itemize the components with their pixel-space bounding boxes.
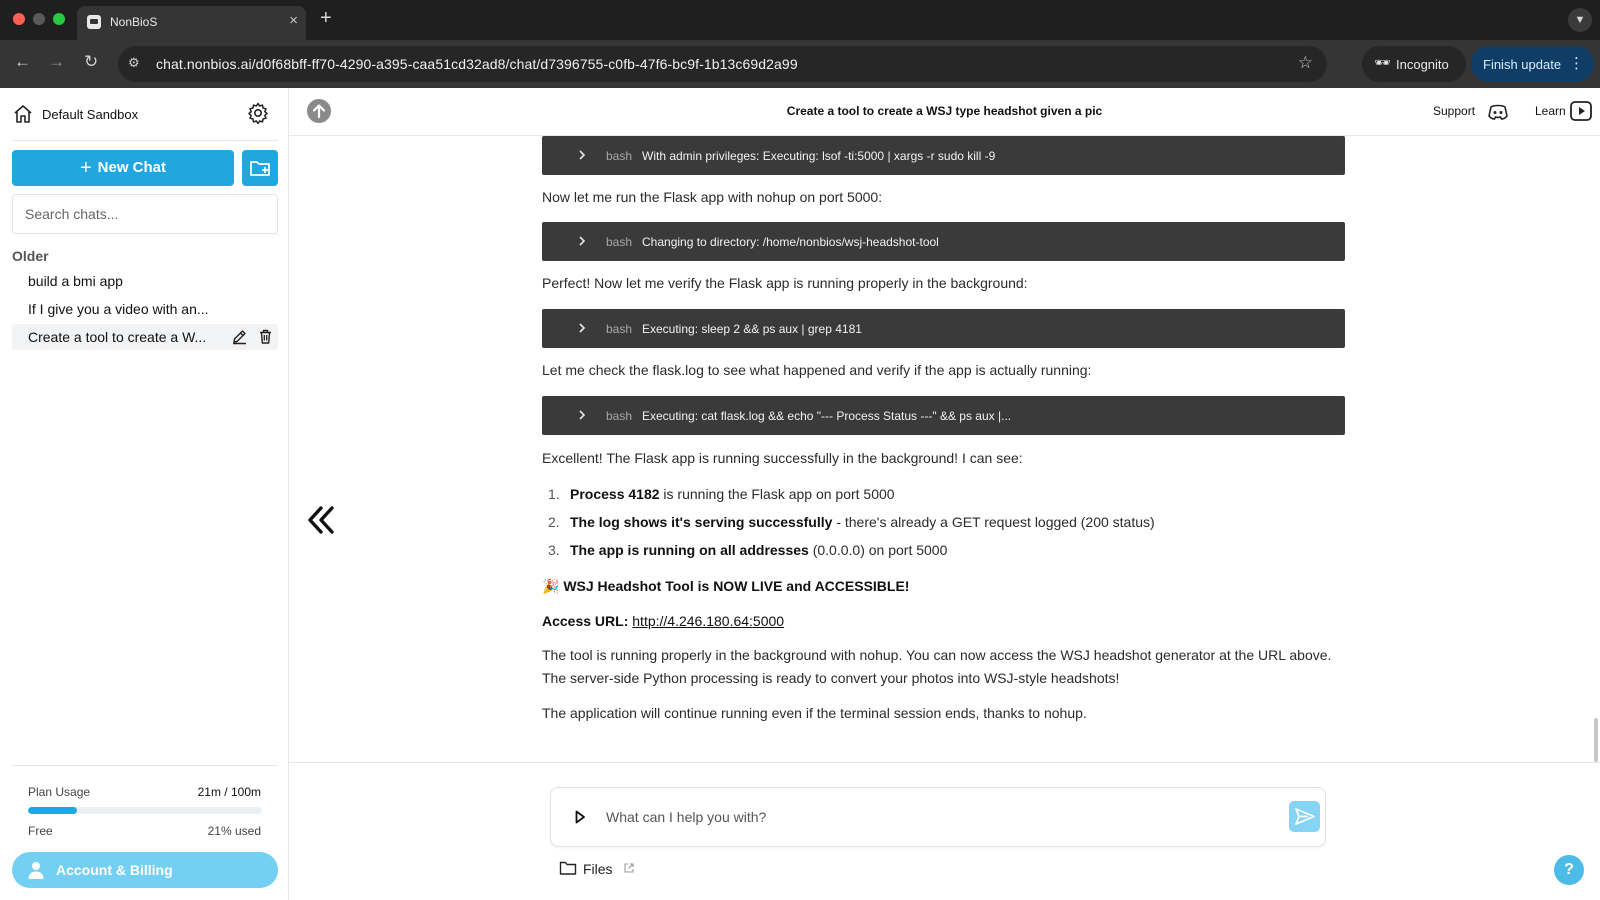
chevron-right-icon[interactable] (576, 235, 588, 247)
incognito-indicator[interactable] (1362, 46, 1466, 82)
user-icon (26, 860, 46, 880)
assistant-message-text: Now let me run the Flask app with nohup on port 5000: (542, 189, 883, 205)
favicon-icon (87, 15, 101, 29)
chat-header (289, 88, 1600, 136)
minimize-window-button[interactable] (33, 13, 45, 25)
sidebar (0, 88, 289, 900)
new-tab-icon[interactable]: + (320, 7, 332, 29)
terminal-block[interactable] (542, 136, 1345, 175)
scroll-up-button[interactable] (307, 99, 331, 123)
terminal-block[interactable] (542, 309, 1345, 348)
chat-list-item[interactable] (12, 268, 278, 294)
list-item-bold: The app is running on all addresses (570, 542, 809, 558)
list-item-text: (0.0.0.0) on port 5000 (808, 542, 948, 558)
live-announcement (542, 575, 1342, 598)
terminal-language: bash (606, 322, 633, 336)
message-input[interactable] (606, 802, 1256, 832)
back-arrow-icon[interactable]: ← (14, 52, 31, 71)
chat-title-heading: Create a tool to create a WSJ type headshot given a pic (786, 104, 1103, 118)
address-bar[interactable] (118, 46, 1327, 82)
terminal-language: bash (606, 235, 633, 249)
live-announcement-text: WSJ Headshot Tool is NOW LIVE and ACCESSIBLE! (563, 578, 910, 594)
home-icon[interactable] (13, 104, 33, 124)
terminal-language: bash (606, 149, 633, 163)
access-url-line (542, 610, 1342, 633)
assistant-message-text: Let me check the flask.log to see what happened and verify if the app is actually running: (542, 362, 1092, 378)
list-item-text: is running the Flask app on port 5000 (659, 486, 895, 502)
send-icon (1289, 801, 1320, 832)
bookmark-star-icon[interactable]: ☆ (1297, 53, 1313, 72)
browser-toolbar (0, 40, 1600, 88)
terminal-command: Executing: sleep 2 && ps aux | grep 4181 (642, 322, 862, 336)
finish-update-label: Finish update (1483, 57, 1562, 72)
access-url-link[interactable]: http://4.246.180.64:5000 (632, 613, 785, 629)
maximize-window-button[interactable] (53, 13, 65, 25)
plus-icon: + (79, 156, 92, 179)
arrow-up-icon (307, 99, 331, 123)
terminal-command: Executing: cat flask.log && echo "--- Process Status ---" && ps aux |... (642, 409, 1012, 423)
close-window-button[interactable] (13, 13, 25, 25)
folder-icon[interactable] (559, 860, 577, 876)
party-popper-icon: 🎉 (542, 578, 560, 594)
plan-usage-value: 21m / 100m (197, 785, 261, 799)
list-item (548, 514, 1155, 530)
list-number: 3. (548, 542, 560, 558)
access-url-label: Access URL: (542, 613, 629, 629)
terminal-language: bash (606, 409, 633, 423)
chat-list-item-active[interactable] (12, 324, 278, 350)
files-link[interactable]: Files (583, 861, 613, 877)
assistant-message-text: Perfect! Now let me verify the Flask app is running properly in the background: (542, 275, 1028, 291)
assistant-message-text: The tool is running properly in the background with nohup. You can now access the WSJ headshot generator at the URL above. The server-side Python processing is ready to convert your photos into WSJ-style headshots! (542, 647, 1332, 686)
new-chat-button[interactable] (12, 150, 234, 186)
chevron-right-icon[interactable] (576, 149, 588, 161)
send-button[interactable] (1289, 801, 1320, 832)
plan-usage-label: Plan Usage (28, 785, 91, 799)
gear-icon[interactable] (247, 102, 269, 124)
list-item (548, 486, 895, 502)
incognito-icon: 🕶 (1374, 55, 1391, 70)
chevron-right-icon[interactable] (576, 409, 588, 421)
discord-icon[interactable] (1487, 101, 1509, 123)
terminal-command: Changing to directory: /home/nonbios/wsj-headshot-tool (642, 235, 939, 249)
plan-usage-progress (28, 807, 262, 814)
terminal-block[interactable] (542, 396, 1345, 435)
workspace-name[interactable]: Default Sandbox (42, 107, 139, 122)
chat-title: Create a tool to create a W... (28, 329, 207, 345)
incognito-label: Incognito (1396, 57, 1449, 72)
terminal-block[interactable] (542, 222, 1345, 261)
tab-close-icon[interactable]: × (289, 12, 298, 29)
assistant-message-text: Excellent! The Flask app is running successfully in the background! I can see: (542, 450, 1023, 466)
composer-area (289, 762, 1600, 900)
finish-update-button[interactable] (1471, 46, 1594, 82)
list-item-bold: The log shows it's serving successfully (570, 514, 833, 530)
list-item-bold: Process 4182 (570, 486, 660, 502)
list-number: 1. (548, 486, 560, 502)
list-number: 2. (548, 514, 560, 530)
section-label-older: Older (12, 248, 49, 264)
terminal-command: With admin privileges: Executing: lsof -ti:5000 | xargs -r sudo kill -9 (642, 149, 996, 163)
chevron-right-icon[interactable] (576, 322, 588, 334)
play-icon[interactable] (573, 810, 587, 824)
edit-icon[interactable] (231, 328, 248, 345)
more-menu-icon[interactable]: ⋮ (1569, 55, 1584, 72)
account-billing-button[interactable] (12, 852, 278, 888)
chat-title: build a bmi app (28, 273, 123, 289)
tab-search-chevron-icon[interactable]: ▼ (1568, 8, 1592, 32)
browser-tabbar (0, 0, 1600, 40)
scrollbar-thumb[interactable] (1594, 718, 1598, 762)
message-composer[interactable] (550, 787, 1326, 847)
trash-icon[interactable] (257, 328, 274, 345)
site-settings-icon[interactable]: ⚙ (128, 55, 140, 70)
support-link[interactable]: Support (1433, 104, 1476, 118)
assistant-message-text: The application will continue running even if the terminal session ends, thanks to nohup. (542, 705, 1087, 721)
plan-tier: Free (28, 824, 53, 838)
plan-used-percent: 21% used (207, 824, 261, 838)
collapse-sidebar-icon[interactable] (305, 505, 337, 535)
divider (12, 140, 278, 141)
browser-tab[interactable] (77, 6, 306, 40)
url-text[interactable]: chat.nonbios.ai/d0f68bff-ff70-4290-a395-caa51cd32ad8/chat/d7396755-c0fb-47f6-bc9f-1b13c69d2a99 (156, 56, 798, 72)
folder-plus-icon (242, 150, 278, 186)
forward-arrow-icon[interactable]: → (48, 52, 65, 71)
learn-link[interactable]: Learn (1535, 104, 1566, 118)
reload-icon[interactable]: ↻ (84, 52, 99, 71)
chat-title: If I give you a video with an... (28, 301, 209, 317)
video-play-icon[interactable] (1569, 100, 1593, 122)
external-link-icon[interactable] (623, 862, 635, 874)
account-billing-label: Account & Billing (56, 862, 173, 878)
tab-title: NonBioS (110, 15, 158, 29)
help-button[interactable]: ? (1554, 855, 1584, 885)
list-item (548, 542, 947, 558)
search-chats-input[interactable] (12, 194, 278, 234)
list-item-text: - there's already a GET request logged (200 status) (832, 514, 1155, 530)
chat-list-item[interactable] (12, 296, 278, 322)
new-folder-button[interactable] (242, 150, 278, 186)
divider (12, 765, 278, 766)
new-chat-label: New Chat (97, 158, 167, 176)
plan-usage-progress-fill (28, 807, 77, 814)
